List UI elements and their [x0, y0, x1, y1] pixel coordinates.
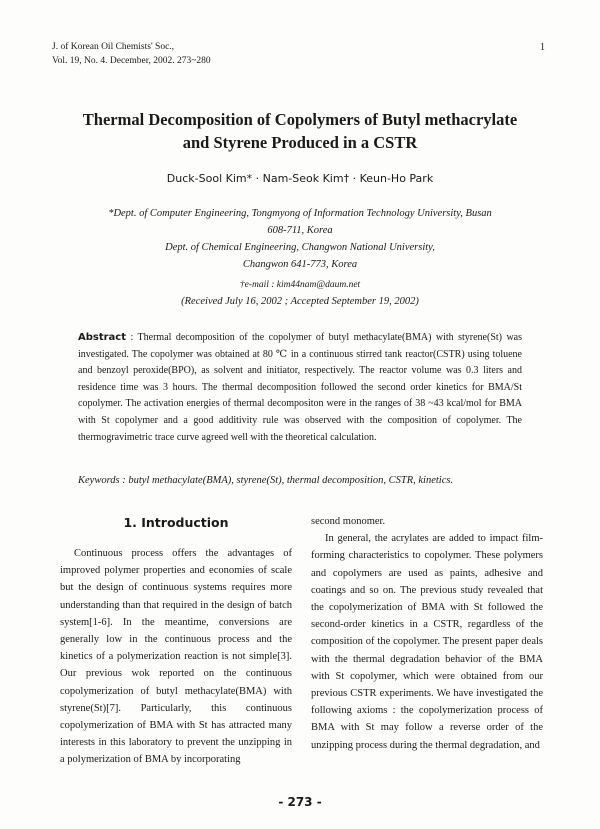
abstract [78, 330, 522, 446]
footer-page-number: - 273 - [278, 795, 322, 809]
intro-paragraph-1: Continuous process offers the advantages of improved polymer properties and economies of scale but the design of continuous systems requires more understanding than that required in the design of batch system[1-6]. In the meantime, conversions are generally low in the continuous process and the kinetics of a polymerization reaction is not simple[3]. Our previous wok reported on the continuous copolymerization of butyl methacylate(BMA) with styrene(St)[7]. Particularly, this continuous copolymerization of BMA with St has attracted many interests in this laboratory to prevent the unzipping in a polymerization of BMA by incorporating [60, 548, 292, 766]
affiliations [50, 205, 550, 273]
title-line-1: Thermal Decomposition of Copolymers of Butyl methacrylate [82, 110, 518, 129]
journal-citation [52, 40, 211, 68]
affiliation-line-1: *Dept. of Computer Engineering, Tongmyong of Information Technology University, Busan [108, 208, 492, 219]
left-column [60, 513, 292, 769]
intro-continuation: second monomer. [311, 516, 386, 527]
journal-line-1: J. of Korean Oil Chemists' Soc., [52, 42, 175, 52]
title-line-2: and Styrene Produced in a CSTR [182, 133, 418, 152]
affiliation-line-4: Changwon 641-773, Korea [242, 259, 358, 270]
keywords: Keywords : butyl methacylate(BMA), styrene(St), thermal decomposition, CSTR, kinetics. [78, 475, 454, 486]
received-dates: (Received July 16, 2002 ; Accepted September 19, 2002) [181, 296, 419, 307]
abstract-text: : Thermal decomposition of the copolymer of butyl methacylate(BMA) with styrene(St) was investigated. The copolymer was obtained at 80 ℃ in a continuous stirred tank reactor(CSTR) using toluene and benzoyl peroxide(BPO), as solvent and initiator, respectively. The reactor volume was 0.3 liters and residence time was 3 hours. The thermal decomposition followed the second order kinetics for BMA/St copolymer. The activation energies of thermal decompositon were in the ranges of 38 ~43 kcal/mol for BMA with St copolymer and a good additivity rule was observed with the composition of copolymer. The thermogravimetric trace curve agreed well with the theoretical calculation. [78, 332, 522, 443]
paper-title [40, 108, 560, 154]
journal-line-2: Vol. 19, No. 4. December, 2002. 273~280 [52, 56, 211, 66]
corresponding-email: †e-mail : kim44nam@daum.net [239, 280, 361, 290]
section-heading-introduction: 1. Introduction [123, 515, 229, 530]
intro-paragraph-2: In general, the acrylates are added to impact film-forming characteristics to copolymer. These polymers and copolymers are used as paints, adhesive and coatings and so on. The previous study revealed that the copolymerization of BMA with St followed the second-order kinetics in a CSTR, regardless of the composition of the copolymer. The present paper deals with the thermal degradation behavior of the BMA with St copolymer, which were obtained from our previous CSTR experiments. We have investigated the following axioms : the copolymerization process of BMA with St may follow a reverse order of the unzipping process during the thermal degradation, and [311, 533, 543, 751]
right-column [311, 513, 543, 754]
abstract-label: Abstract [78, 332, 127, 343]
header-page-number: 1 [540, 42, 545, 53]
affiliation-line-3: Dept. of Chemical Engineering, Changwon National University, [165, 242, 435, 253]
affiliation-line-2: 608-711, Korea [267, 225, 333, 236]
author-list: Duck-Sool Kim* · Nam-Seok Kim† · Keun-Ho Park [166, 172, 434, 185]
